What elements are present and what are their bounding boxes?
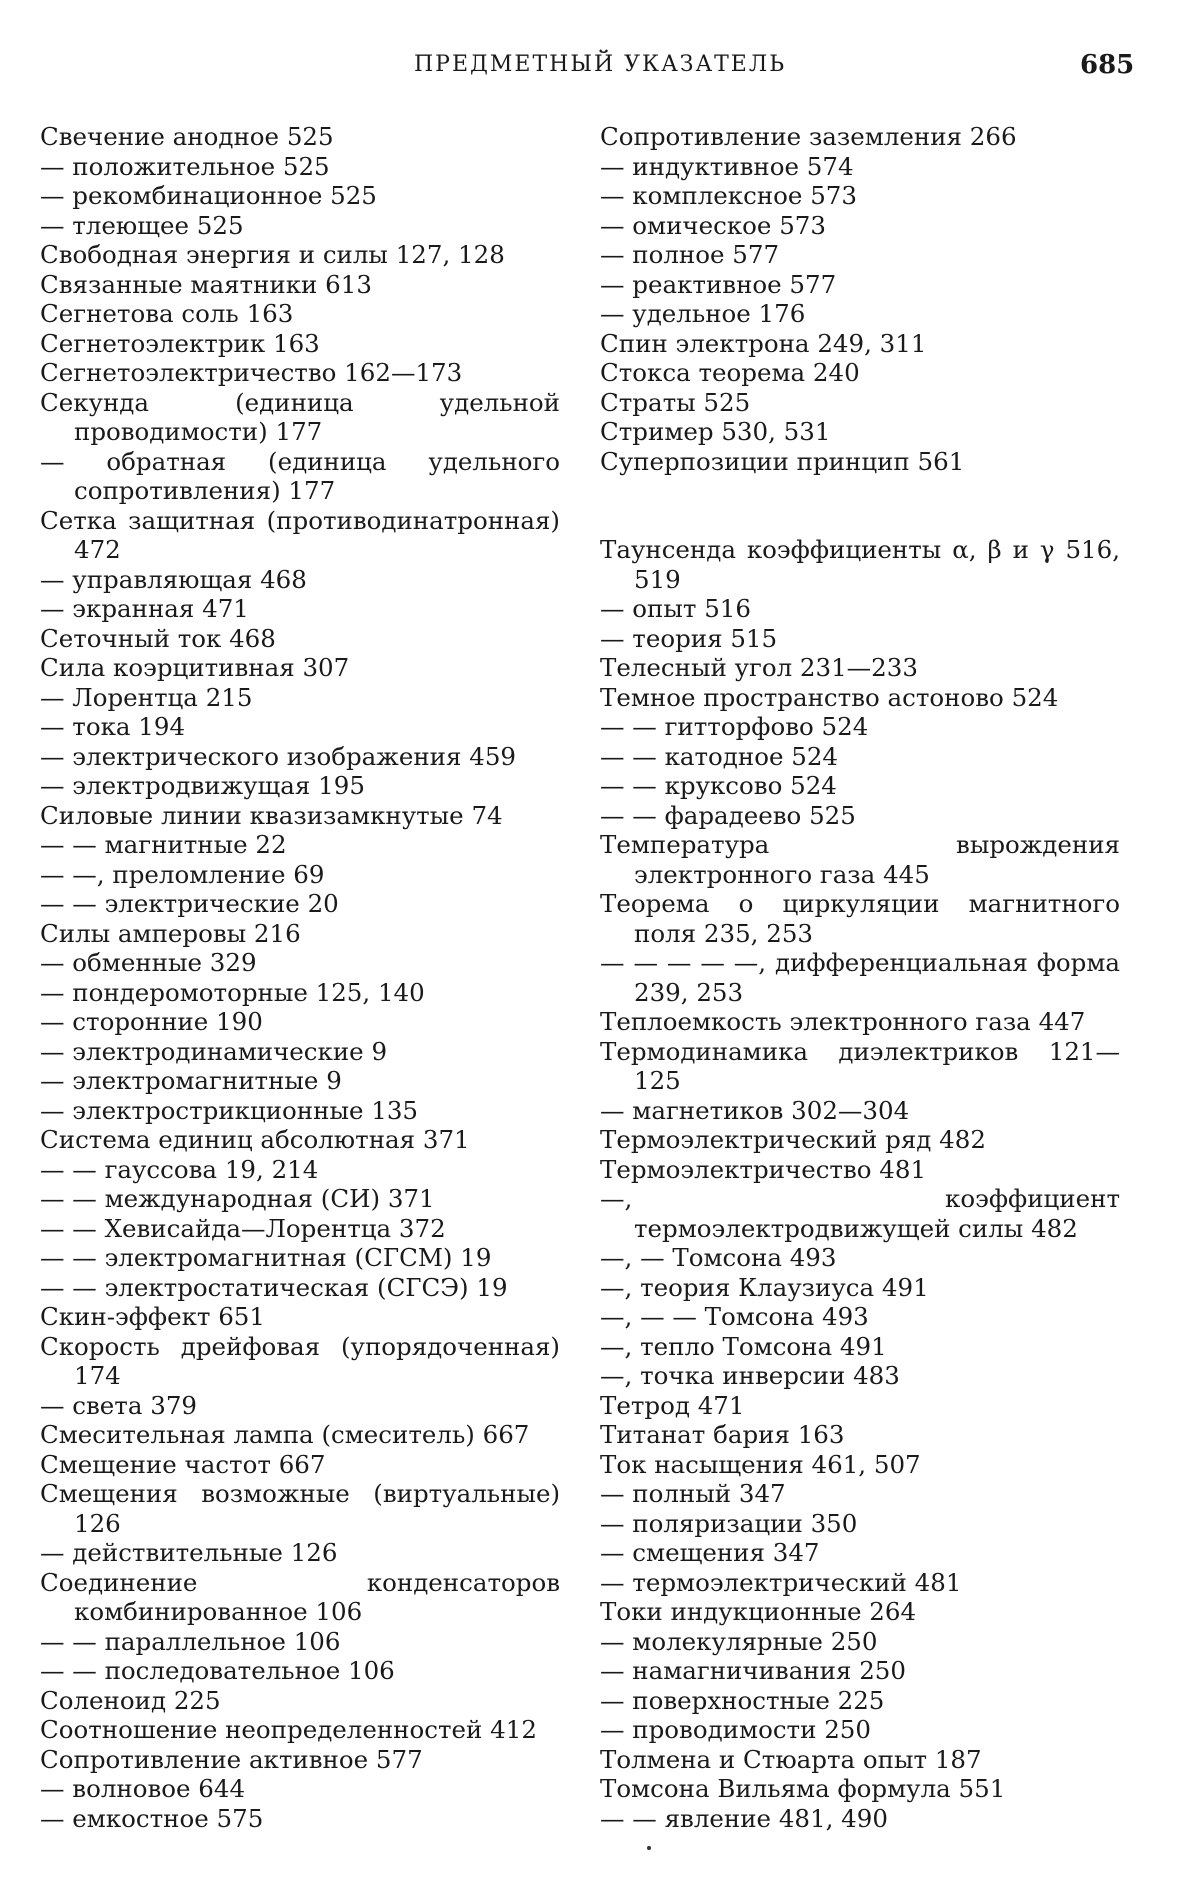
index-entry: — света 379 (40, 1390, 198, 1420)
index-entry: — управляющая 468 (40, 564, 307, 594)
index-entry: — тлеющее 525 (40, 210, 244, 240)
index-entry: — тока 194 (40, 712, 186, 741)
index-entry: Соотношение неопределенностей 412 (40, 1715, 537, 1744)
index-entry: —, тепло Томсона 491 (600, 1331, 887, 1361)
index-entry: Сетка защитная (противодинатронная) 472 (40, 505, 560, 564)
index-entry: —, теория Клаузиуса 491 (600, 1272, 929, 1302)
index-entry: Толмена и Стюарта опыт 187 (600, 1744, 982, 1774)
index-entry: — обратная (единица удельного сопротивления) 177 (40, 446, 560, 505)
index-entry: Стокса теорема 240 (600, 358, 860, 387)
index-entry: Смещения возможные (виртуальные) 126 (40, 1479, 560, 1538)
index-entry: — индуктивное 574 (600, 151, 854, 181)
index-entry: Тетрод 471 (600, 1390, 745, 1420)
index-entry: Скорость дрейфовая (упорядоченная) 174 (40, 1331, 560, 1390)
index-entry: — — катодное 524 (600, 741, 839, 771)
index-entry: — экранная 471 (40, 594, 249, 623)
index-entry: Соединение конденсаторов комбинированное 106 (40, 1567, 560, 1626)
index-entry: Сеточный ток 468 (40, 623, 276, 653)
index-entry: Телесный угол 231—233 (600, 653, 918, 682)
index-entry: Токи индукционные 264 (600, 1597, 917, 1626)
index-entry: — — международная (СИ) 371 (40, 1184, 435, 1213)
index-entry: — полный 347 (600, 1479, 786, 1508)
index-entry: — Лорентца 215 (40, 682, 253, 712)
index-entry: — поверхностные 225 (600, 1685, 885, 1715)
index-entry: Сопротивление активное 577 (40, 1744, 423, 1774)
index-entry: Секунда (единица удельной проводимости) 177 (40, 387, 560, 446)
index-entry: — электрострикционные 135 (40, 1095, 419, 1125)
index-entry: Теорема о циркуляции магнитного поля 235, 253 (600, 889, 1120, 948)
index-entry: — молекулярные 250 (600, 1626, 878, 1656)
index-entry: — — последовательное 106 (40, 1656, 395, 1685)
index-entry: — намагничивания 250 (600, 1656, 906, 1685)
index-entry: — — электромагнитная (СГСМ) 19 (40, 1243, 492, 1272)
index-entry: Спин электрона 249, 311 (600, 328, 927, 358)
index-entry: — — фарадеево 525 (600, 800, 856, 830)
index-column-right (600, 122, 1120, 1833)
index-entry: Теплоемкость электронного газа 447 (600, 1007, 1086, 1036)
printing-speck (647, 1846, 651, 1850)
index-entry: — — Хевисайда—Лорентца 372 (40, 1213, 446, 1243)
index-entry: — — гитторфово 524 (600, 712, 869, 741)
index-entry: — электрического изображения 459 (40, 741, 516, 771)
index-entry: Титанат бария 163 (600, 1420, 845, 1449)
index-entry: — сторонние 190 (40, 1007, 263, 1036)
index-entry: — рекомбинационное 525 (40, 181, 377, 210)
index-column-left (40, 122, 560, 1833)
index-entry: Суперпозиции принцип 561 (600, 446, 965, 476)
index-entry: Стример 530, 531 (600, 417, 831, 446)
index-entry: Ток насыщения 461, 507 (600, 1449, 921, 1479)
index-entry: — — электростатическая (СГСЭ) 19 (40, 1272, 508, 1302)
index-entry: Смещение частот 667 (40, 1449, 326, 1479)
index-entry: Термоэлектрический ряд 482 (600, 1125, 986, 1154)
index-entry: — — круксово 524 (600, 771, 837, 800)
index-entry: — — явление 481, 490 (600, 1803, 888, 1833)
index-entry: Температура вырождения электронного газа 445 (600, 830, 1120, 889)
index-entry: — — — — —, дифференциальная форма 239, 253 (600, 948, 1120, 1007)
index-entry: Темное пространство астоново 524 (600, 682, 1059, 712)
index-entry: — теория 515 (600, 623, 778, 653)
index-entry: Сопротивление заземления 266 (600, 122, 1017, 151)
index-group-s-continued (600, 122, 1120, 476)
index-entry: —, — — Томсона 493 (600, 1302, 869, 1331)
index-entry: —, точка инверсии 483 (600, 1361, 900, 1390)
index-entry: — действительные 126 (40, 1538, 338, 1567)
index-entry: — омическое 573 (600, 210, 826, 240)
index-entry: Термоэлектричество 481 (600, 1154, 927, 1184)
running-header: ПРЕДМЕТНЫЙ УКАЗАТЕЛЬ (413, 52, 787, 77)
index-entry: —, коэффициент термоэлектродвижущей силы 482 (600, 1184, 1120, 1243)
index-entry: — реактивное 577 (600, 269, 837, 299)
index-entry: — электродинамические 9 (40, 1036, 388, 1066)
index-entry: — электродвижущая 195 (40, 771, 365, 800)
index-entry: Связанные маятники 613 (40, 269, 372, 299)
index-entry: Таунсенда коэффициенты α, β и γ 516, 519 (600, 535, 1120, 594)
index-entry: Смесительная лампа (смеситель) 667 (40, 1420, 530, 1449)
index-entry: — электромагнитные 9 (40, 1066, 342, 1095)
index-entry: Томсона Вильяма формула 551 (600, 1774, 1006, 1803)
index-entry: — удельное 176 (600, 299, 806, 328)
index-group-t (600, 535, 1120, 1833)
index-entry: — — магнитные 22 (40, 830, 287, 859)
index-entry: Свободная энергия и силы 127, 128 (40, 240, 505, 269)
index-entry: Соленоид 225 (40, 1685, 221, 1715)
index-entry: — емкостное 575 (40, 1803, 264, 1833)
index-entry: — термоэлектрический 481 (600, 1567, 962, 1597)
index-entry: — поляризации 350 (600, 1508, 858, 1538)
index-entry: Скин-эффект 651 (40, 1302, 265, 1331)
index-entry: Силовые линии квазизамкнутые 74 (40, 800, 503, 830)
page-number: 685 (1080, 50, 1135, 80)
index-entry: Силы амперовы 216 (40, 918, 301, 948)
index-entry: Страты 525 (600, 387, 751, 417)
index-entry: — — параллельное 106 (40, 1626, 341, 1656)
index-entry: Сегнетоэлектрик 163 (40, 328, 320, 358)
section-gap (600, 476, 1120, 535)
index-entry: — комплексное 573 (600, 181, 857, 210)
index-entry: — пондеромоторные 125, 140 (40, 977, 425, 1007)
index-entry: — — электрические 20 (40, 889, 339, 918)
index-entry: —, — Томсона 493 (600, 1243, 837, 1272)
index-entry: — магнетиков 302—304 (600, 1095, 910, 1125)
index-entry: — — гауссова 19, 214 (40, 1154, 319, 1184)
index-entry: — опыт 516 (600, 594, 751, 623)
index-entry: — —, преломление 69 (40, 859, 325, 889)
index-entry: Сила коэрцитивная 307 (40, 653, 350, 682)
index-entry: Система единиц абсолютная 371 (40, 1125, 470, 1154)
index-entry: Термодинамика диэлектриков 121—125 (600, 1036, 1120, 1095)
index-entry: — смещения 347 (600, 1538, 820, 1567)
index-entry: — полное 577 (600, 240, 780, 269)
index-entry: — волновое 644 (40, 1774, 246, 1803)
index-entry: — проводимости 250 (600, 1715, 871, 1744)
index-entry: — положительное 525 (40, 151, 330, 181)
index-entry: Свечение анодное 525 (40, 122, 334, 151)
index-entry: Сегнетоэлектричество 162—173 (40, 358, 463, 387)
index-entry: — обменные 329 (40, 948, 257, 977)
index-entry: Сегнетова соль 163 (40, 299, 294, 328)
